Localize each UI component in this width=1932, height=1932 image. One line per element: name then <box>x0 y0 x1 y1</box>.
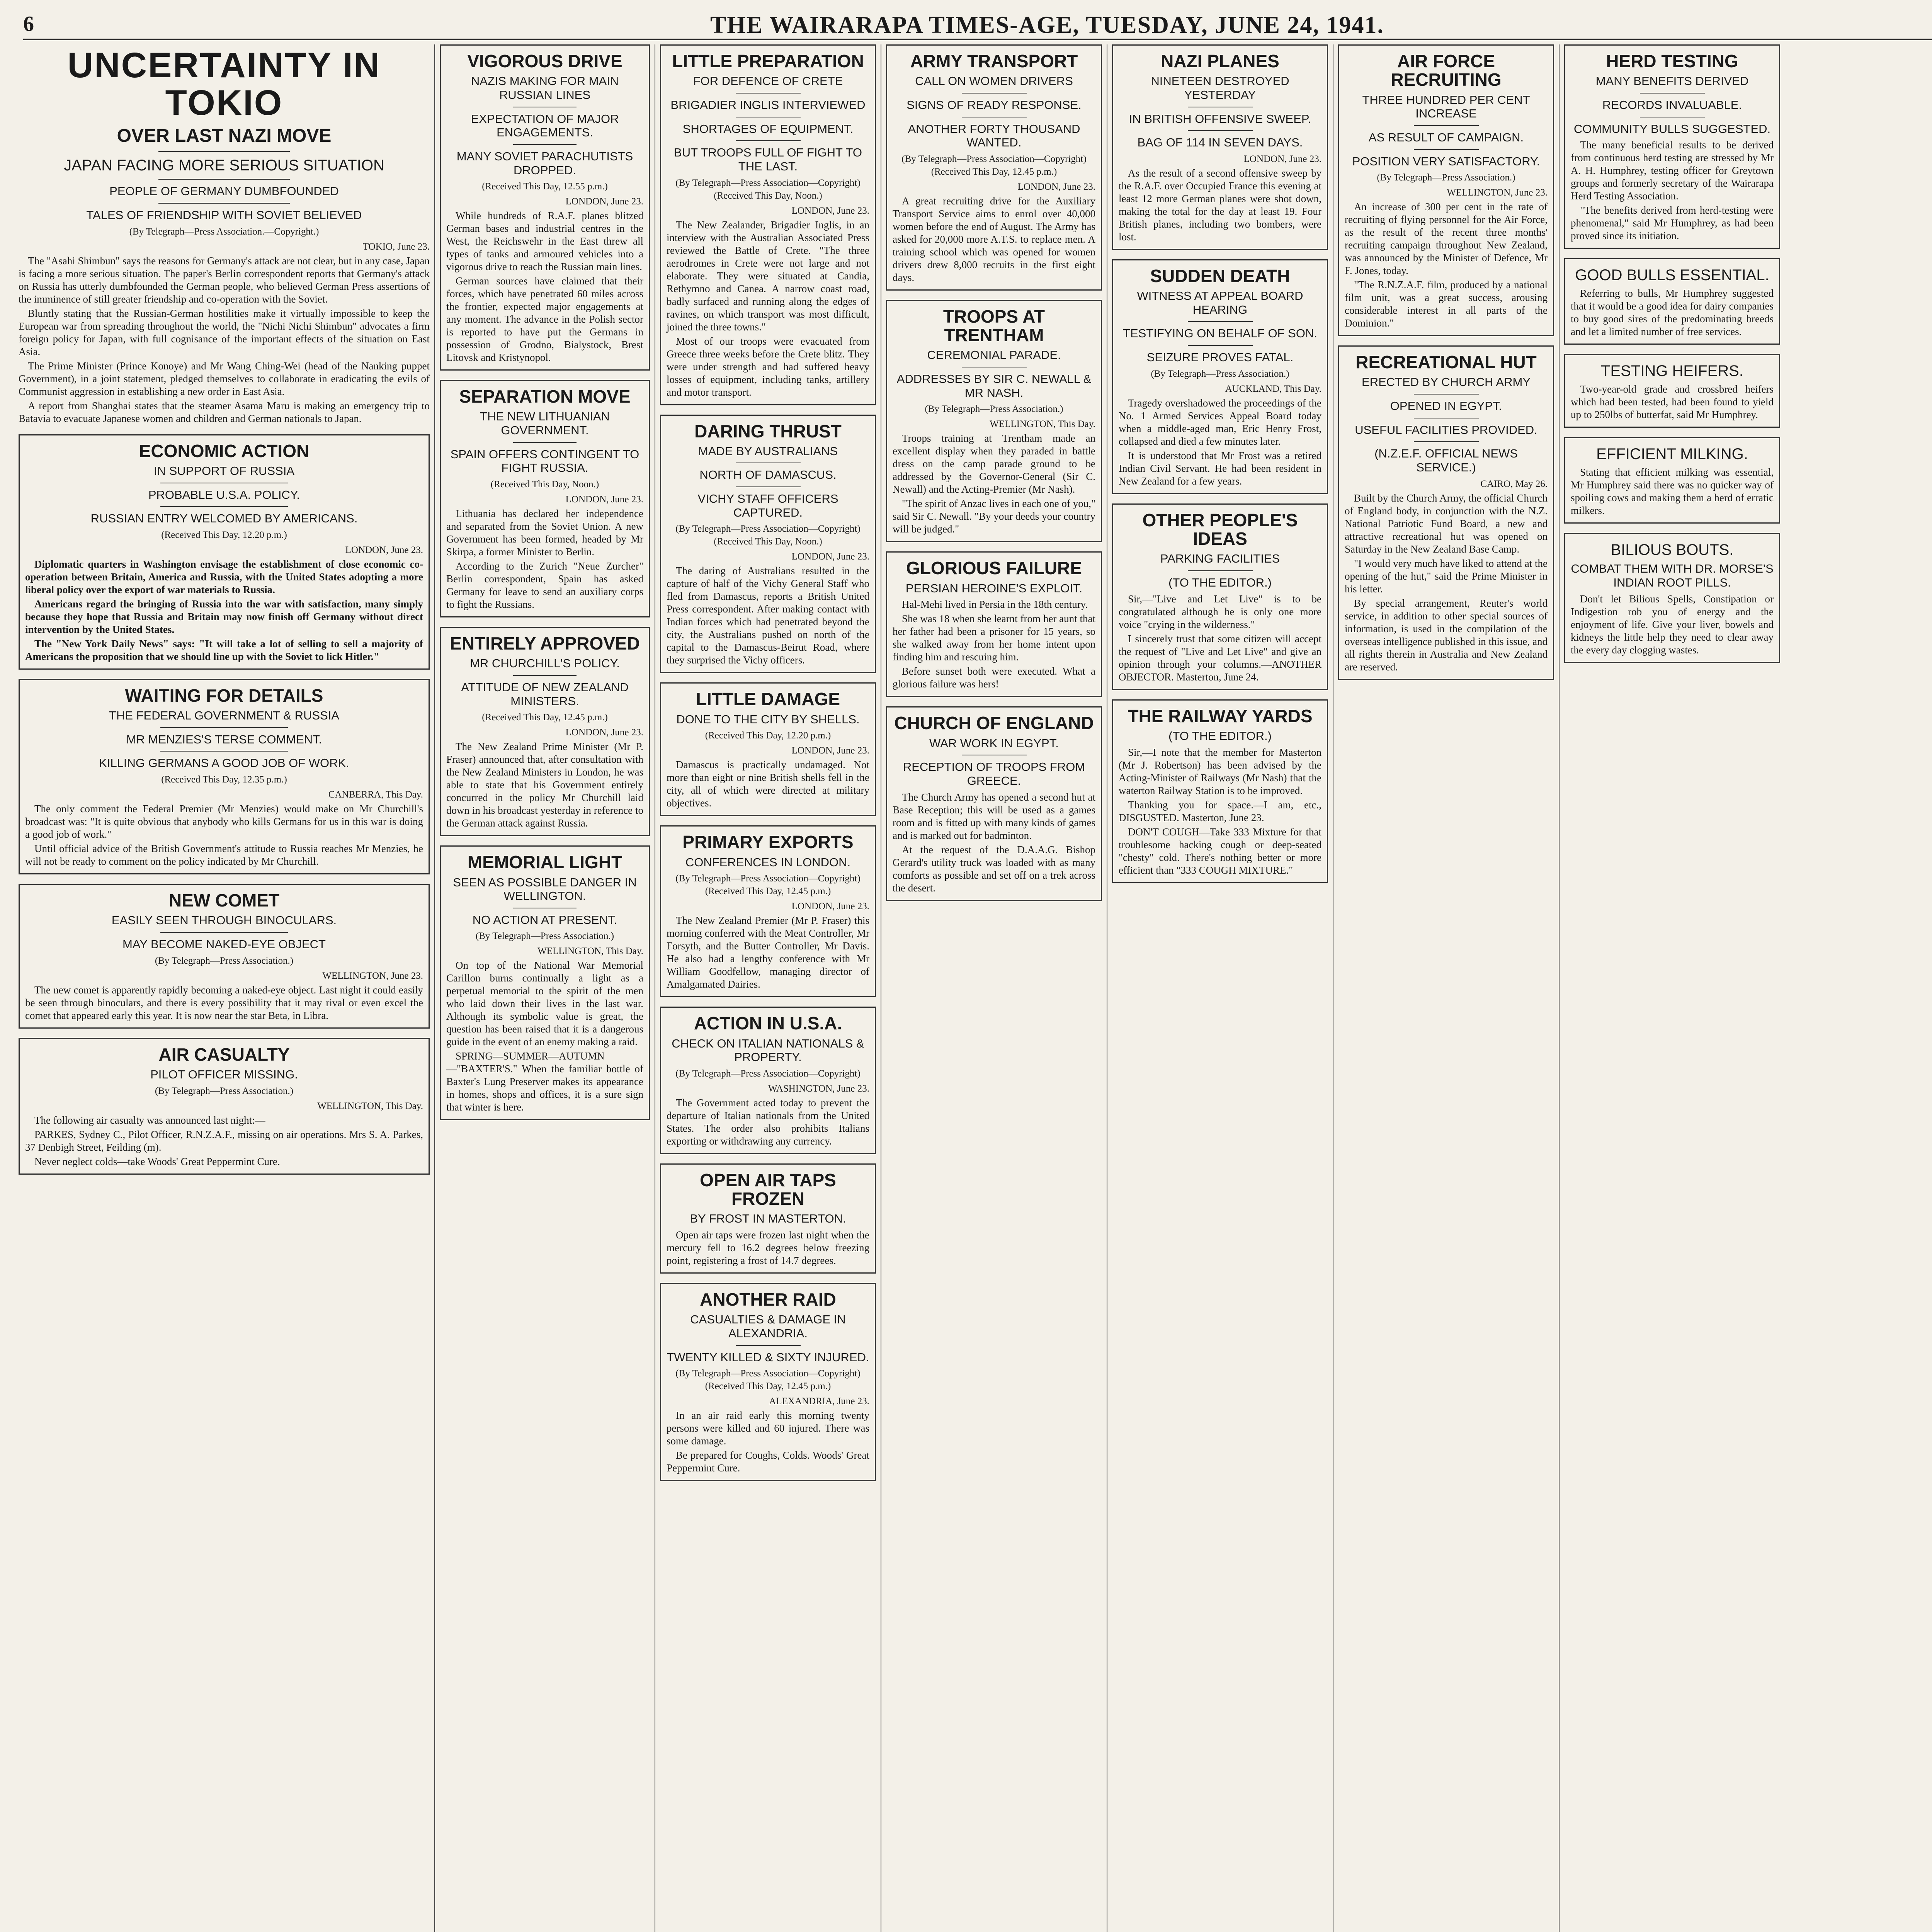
article-subheading: SEIZURE PROVES FATAL. <box>1146 350 1294 364</box>
article <box>1564 533 1780 663</box>
separator-rule <box>1414 441 1479 442</box>
article <box>1112 503 1328 690</box>
article-subheading: OPENED IN EGYPT. <box>1390 399 1502 413</box>
article-subheading: (N.Z.E.F. OFFICIAL NEWS SERVICE.) <box>1374 447 1518 474</box>
dateline: WELLINGTON, June 23. <box>1447 187 1548 198</box>
newspaper-title: THE WAIRARAPA TIMES-AGE, TUESDAY, JUNE 24, 1941. <box>710 12 1384 38</box>
article-paragraph: Tragedy overshadowed the proceedings of the No. 1 Armed Services Appeal Board today when a middle-aged man, Eric Henry Frost, collapsed and died a few minutes later. <box>1119 397 1321 447</box>
article-subheading: CASUALTIES & DAMAGE IN ALEXANDRIA. <box>690 1313 846 1340</box>
article-subheading: IN BRITISH OFFENSIVE SWEEP. <box>1129 112 1311 126</box>
article-subheading: IN SUPPORT OF RUSSIA <box>153 464 295 478</box>
article-subheading: EASILY SEEN THROUGH BINOCULARS. <box>111 913 337 927</box>
dateline: CAIRO, May 26. <box>1480 478 1548 489</box>
separator-rule <box>736 1345 801 1346</box>
article-headline: GLORIOUS FAILURE <box>906 558 1082 578</box>
article-subheading: NO ACTION AT PRESENT. <box>472 913 617 927</box>
dateline: ALEXANDRIA, June 23. <box>769 1396 869 1407</box>
separator-rule <box>1414 394 1479 395</box>
dateline: LONDON, June 23. <box>791 745 869 756</box>
article-headline: THE RAILWAY YARDS <box>1128 706 1313 726</box>
article-subheading: ANOTHER FORTY THOUSAND WANTED. <box>908 122 1080 150</box>
separator-rule <box>1640 93 1705 94</box>
article-subheading: VICHY STAFF OFFICERS CAPTURED. <box>697 492 838 519</box>
separator-rule <box>513 442 576 443</box>
column-rule <box>434 44 435 1932</box>
article-subheading: SIGNS OF READY RESPONSE. <box>906 98 1082 112</box>
article-subheading: MR MENZIES'S TERSE COMMENT. <box>126 732 322 746</box>
press-credit: (By Telegraph—Press Association—Copyright) <box>675 1068 861 1079</box>
article-subheading: CALL ON WOMEN DRIVERS <box>915 74 1073 88</box>
article-paragraph: By special arrangement, Reuter's world service, in addition to other special sources of information, is used in the compilation of the overseas intelligence published in this issue, and all rights therein in Australia and New Zealand are reserved. <box>1345 597 1548 673</box>
article-headline: LITTLE DAMAGE <box>696 689 840 709</box>
article-subheading: CONFERENCES IN LONDON. <box>685 855 851 869</box>
article-paragraph: Diplomatic quarters in Washington envisage the establishment of close economic co-operation between Britain, America and Russia, with the United States adopting a more liberal policy over the export of war materials to Russia. <box>25 558 423 595</box>
article-paragraph: Before sunset both were executed. What a glorious failure was hers! <box>893 665 1095 690</box>
dateline: WELLINGTON, June 23. <box>322 970 423 981</box>
press-credit: (By Telegraph—Press Association—Copyright) (Received This Day, Noon.) <box>675 524 861 547</box>
press-credit: (By Telegraph—Press Association.—Copyright.) <box>129 226 319 237</box>
article-subheading: WAR WORK IN EGYPT. <box>929 736 1059 750</box>
dateline: WELLINGTON, This Day. <box>990 419 1095 430</box>
separator-rule <box>1188 570 1253 571</box>
article <box>660 682 876 816</box>
article-paragraph: In an air raid early this morning twenty persons were killed and 60 injured. There was some damage. <box>667 1410 869 1447</box>
press-credit: (Received This Day, 12.20 p.m.) <box>705 730 831 741</box>
article-subheading: PEOPLE OF GERMANY DUMBFOUNDED <box>109 184 339 198</box>
article <box>1112 44 1328 250</box>
article <box>1338 44 1554 336</box>
article <box>440 845 650 1120</box>
article-subheading: CEREMONIAL PARADE. <box>927 348 1061 362</box>
press-credit: (By Telegraph—Press Association.) <box>155 955 294 966</box>
article-headline: RECREATIONAL HUT <box>1355 352 1537 372</box>
article-subheading: MAY BECOME NAKED-EYE OBJECT <box>122 937 326 951</box>
article-paragraph: Built by the Church Army, the official Church of England body, in conjunction with the N.Z. National Patriotic Fund Board, a new and attractive recreational hut was opened on Saturday in the New Zealand Base Camp. <box>1345 492 1548 555</box>
article-headline: OTHER PEOPLE'S IDEAS <box>1142 510 1298 549</box>
article-subheading: SHORTAGES OF EQUIPMENT. <box>682 122 854 136</box>
article-paragraph: Never neglect colds—take Woods' Great Peppermint Cure. <box>34 1155 280 1167</box>
article <box>660 44 876 405</box>
article-headline: ECONOMIC ACTION <box>139 440 310 461</box>
dateline: LONDON, June 23. <box>1243 153 1321 164</box>
article-subheading: JAPAN FACING MORE SERIOUS SITUATION <box>64 157 384 174</box>
column-1 <box>15 44 433 1932</box>
dateline: TOKIO, June 23. <box>362 241 430 252</box>
article-paragraph: Thanking you for space.—I am, etc., DISGUSTED. Masterton, June 23. <box>1119 799 1321 823</box>
article-paragraph: SPRING—SUMMER—AUTUMN—"BAXTER'S." When the familiar bottle of Baxter's Lung Preserver makes its appearance in homes, shops and offices, it is a sure sign that winter is here. <box>446 1050 643 1113</box>
press-credit: (By Telegraph—Press Association.) <box>475 931 614 942</box>
separator-rule <box>1188 130 1253 131</box>
press-credit: (By Telegraph—Press Association.) <box>155 1085 294 1096</box>
article-paragraph: The following air casualty was announced last night:— <box>34 1114 265 1126</box>
column-7 <box>1561 44 1783 1932</box>
article-subheading: THE NEW LITHUANIAN GOVERNMENT. <box>480 410 610 437</box>
article-headline: ENTIRELY APPROVED <box>450 633 640 653</box>
article-paragraph: The "Asahi Shimbun" says the reasons for Germany's attack are not clear, but in any case, Japan is facing a more serious situation. The paper's Berlin correspondent reports that Germany's attack on Russia has utterly dumbfounded the German people, who believed German Press assertions of the imminence of still greater friendship and co-operation with the Soviet. <box>19 255 430 305</box>
article-subheading: TALES OF FRIENDSHIP WITH SOVIET BELIEVED <box>86 208 362 222</box>
article-paragraph: Sir,—"Live and Let Live" is to be congratulated although he is only one more voice "crying in the wilderness." <box>1119 593 1321 630</box>
article-paragraph: As the result of a second offensive sweep by the R.A.F. over Occupied France this evening at least 12 more German planes were shot down, making the total for the day at least 19. Four British planes, including two bombers, were lost. <box>1119 167 1321 243</box>
article-headline: AIR CASUALTY <box>158 1044 290 1065</box>
article-paragraph: Open air taps were frozen last night when the mercury fell to 16.2 degrees below freezing point, registering a frost of 14.7 degrees. <box>667 1229 869 1267</box>
article-subheading: THREE HUNDRED PER CENT INCREASE <box>1362 93 1530 121</box>
dateline: LONDON, June 23. <box>565 196 643 207</box>
masthead <box>23 12 1932 40</box>
article-headline: WAITING FOR DETAILS <box>125 685 323 706</box>
article-subheading: POSITION VERY SATISFACTORY. <box>1352 154 1540 168</box>
article-headline: NAZI PLANES <box>1161 51 1279 71</box>
article-subheading: RUSSIAN ENTRY WELCOMED BY AMERICANS. <box>90 512 358 526</box>
article-subheading: FOR DEFENCE OF CRETE <box>693 74 843 88</box>
column-rule <box>1559 44 1560 1932</box>
article-subheading: RECORDS INVALUABLE. <box>1602 98 1742 112</box>
article <box>440 380 650 617</box>
article-paragraph: I sincerely trust that some citizen will accept the request of "Live and Let Live" and give an opinion through your columns.—ANOTHER OBJECTOR. Masterton, June 24. <box>1119 633 1321 683</box>
article-paragraph: Be prepared for Coughs, Colds. Woods' Great Peppermint Cure. <box>667 1449 869 1474</box>
article <box>660 825 876 997</box>
separator-rule <box>160 932 288 933</box>
press-credit: (Received This Day, Noon.) <box>490 479 599 490</box>
article-subheading: (TO THE EDITOR.) <box>1168 729 1272 743</box>
dateline: LONDON, June 23. <box>791 205 869 216</box>
article-paragraph: Referring to bulls, Mr Humphrey suggested that it would be a good idea for dairy companies to buy good sires of the predominating breeds and let a limited number of free services. <box>1571 287 1774 338</box>
separator-rule <box>513 675 576 676</box>
dateline: CANBERRA, This Day. <box>328 789 423 800</box>
article-subheading: USEFUL FACILITIES PROVIDED. <box>1355 423 1537 437</box>
article-subheading: SEEN AS POSSIBLE DANGER IN WELLINGTON. <box>453 875 637 903</box>
column-3 <box>657 44 879 1932</box>
article-paragraph: Damascus is practically undamaged. Not more than eight or nine British shells fell in the city, all of which were directed at military objectives. <box>667 759 869 809</box>
article-subheading: MANY SOVIET PARACHUTISTS DROPPED. <box>456 149 633 177</box>
article-headline: AIR FORCE RECRUITING <box>1391 51 1502 90</box>
press-credit: (By Telegraph—Press Association.) <box>1151 368 1289 379</box>
article <box>886 44 1102 291</box>
article-subheading: PERSIAN HEROINE'S EXPLOIT. <box>905 581 1083 595</box>
article-paragraph: The Prime Minister (Prince Konoye) and Mr Wang Ching-Wei (head of the Nanking puppet Government), in a joint statement, pledged themselves to collaborate in eradicating the evils of Communist aggression in establishing a new order in East Asia. <box>19 360 430 397</box>
article-paragraph: She was 18 when she learnt from her aunt that her father had been a prisoner for 15 years, so she walked away from her home intent upon finding him and rescuing him. <box>893 613 1095 663</box>
separator-rule <box>160 727 288 728</box>
article <box>1564 258 1780 345</box>
article-paragraph: A great recruiting drive for the Auxiliary Transport Service aims to enrol over 40,000 women before the end of August. The Army has asked for 20,000 more A.T.S. to replace men. A training school which was opened for women drivers drew 8,000 recruits in the first eight days. <box>893 195 1095 283</box>
article-paragraph: The only comment the Federal Premier (Mr Menzies) would make on Mr Churchill's broadcast was: "It is quite obvious that anybody who kills Germans for us in this war is doing a good job of work." <box>25 803 423 840</box>
article-headline: EFFICIENT MILKING. <box>1596 446 1748 463</box>
press-credit: (Received This Day, 12.35 p.m.) <box>161 774 287 785</box>
article <box>1564 44 1780 249</box>
article-paragraph: Troops training at Trentham made an excellent display when they paraded in battle dress on the camp parade ground to be addressed by the Governor-General (Sir C. Newall) and the Acting-Premier (Mr Nash). <box>893 432 1095 495</box>
separator-rule <box>1414 149 1479 150</box>
article-subheading: AS RESULT OF CAMPAIGN. <box>1368 130 1524 144</box>
press-credit: (By Telegraph—Press Association—Copyright) (Received This Day, 12.45 p.m.) <box>675 873 861 897</box>
article-headline: NEW COMET <box>168 890 280 911</box>
article-subheading: PILOT OFFICER MISSING. <box>150 1067 298 1081</box>
article-paragraph: The many beneficial results to be derived from continuous herd testing are stressed by Mr A. H. Humphrey, testing officer for Greytown groups and formerly secretary of the Wairarapa Herd Testing Association. <box>1571 139 1774 202</box>
press-credit: (Received This Day, 12.45 p.m.) <box>482 712 608 723</box>
column-6 <box>1335 44 1557 1932</box>
separator-rule <box>736 140 801 141</box>
article-subheading: SPAIN OFFERS CONTINGENT TO FIGHT RUSSIA. <box>450 447 639 475</box>
article-subheading: KILLING GERMANS A GOOD JOB OF WORK. <box>99 756 349 770</box>
article <box>660 1283 876 1481</box>
article-subheading: EXPECTATION OF MAJOR ENGAGEMENTS. <box>471 112 619 139</box>
article-paragraph: Until official advice of the British Government's attitude to Russia reaches Mr Menzies, he will not be ready to comment on the policy indicated by Mr Churchill. <box>25 843 423 867</box>
article-subheading: MADE BY AUSTRALIANS <box>698 444 838 458</box>
article-paragraph: "The R.N.Z.A.F. film, produced by a national film unit, was a great success, arousing considerable interest in all parts of the Dominion." <box>1345 279 1548 329</box>
article <box>886 551 1102 697</box>
article <box>19 1038 430 1175</box>
dateline: LONDON, June 23. <box>791 551 869 562</box>
article-subheading: THE FEDERAL GOVERNMENT & RUSSIA <box>109 709 339 723</box>
article-subheading: NINETEEN DESTROYED YESTERDAY <box>1151 74 1289 102</box>
article-paragraph: On top of the National War Memorial Carillon burns continually a light as a perpetual memorial to the spirit of the men who laid down their lives in the last war. Although its symbolic value is great, the question has been raised that it is a dangerous guide in the event of an enemy making a raid. <box>446 959 643 1048</box>
article-headline: DARING THRUST <box>694 421 842 441</box>
separator-rule <box>160 751 288 752</box>
press-credit: (By Telegraph—Press Association—Copyright) (Received This Day, Noon.) <box>675 177 861 201</box>
article <box>19 47 430 425</box>
article-headline: OPEN AIR TAPS FROZEN <box>700 1170 836 1209</box>
article-subheading: NORTH OF DAMASCUS. <box>699 468 837 482</box>
article <box>1564 437 1780 524</box>
article <box>19 884 430 1029</box>
dateline: WASHINGTON, June 23. <box>768 1083 869 1094</box>
article-headline: TROOPS AT TRENTHAM <box>943 306 1045 345</box>
article-subheading: MR CHURCHILL'S POLICY. <box>470 656 620 670</box>
article-paragraph: The New Zealand Premier (Mr P. Fraser) this morning conferred with the Meat Controller, Mr Forsyth, and the Butter Controller, Mr Davis. He also had a lengthy conference with Mr William Goodfellow, managing director of Amalgamated Dairies. <box>667 915 869 990</box>
separator-rule <box>1188 345 1253 346</box>
press-credit: (Received This Day, 12.55 p.m.) <box>482 181 608 192</box>
article-paragraph: The New Zealand Prime Minister (Mr P. Fraser) announced that, after consultation with the New Zealand Ministers in London, he was able to state that his Government entirely concurred in the policy Mr Churchill laid down in his broadcast yesterday in reference to the German attack against Russia. <box>446 741 643 829</box>
dateline: AUCKLAND, This Day. <box>1225 383 1321 394</box>
article-headline: SEPARATION MOVE <box>459 386 631 407</box>
article-subheading: RECEPTION OF TROOPS FROM GREECE. <box>903 760 1085 787</box>
article-paragraph: The Government acted today to prevent the departure of Italian nationals from the United States. The order also prohibits Italians exporting or withdrawing any currency. <box>667 1097 869 1147</box>
page-number: 6 <box>23 12 34 36</box>
article-paragraph: Bluntly stating that the Russian-German hostilities make it virtually impossible to keep the European war from spreading throughout the world, the "Nichi Nichi Shimbun" advocates a firm foreign policy for Japan, with full cognisance of the important effects of the situation on East Asia. <box>19 307 430 357</box>
article-headline: UNCERTAINTY IN TOKIO <box>67 46 381 122</box>
article-paragraph: PARKES, Sydney C., Pilot Officer, R.N.Z.A.F., missing on air operations. Mrs S. A. Parkes, 37 Denbigh Street, Feilding (m). <box>25 1128 423 1153</box>
press-credit: (By Telegraph—Press Association.) <box>925 404 1063 415</box>
article-headline: TESTING HEIFERS. <box>1601 362 1743 380</box>
article-subheading: ADDRESSES BY SIR C. NEWALL & MR NASH. <box>896 372 1092 400</box>
dateline: LONDON, June 23. <box>1017 181 1095 192</box>
dateline: WELLINGTON, This Day. <box>537 946 643 957</box>
article-headline: MEMORIAL LIGHT <box>467 852 622 872</box>
article-paragraph: At the request of the D.A.A.G. Bishop Gerard's utility truck was loaded with as many comforts as possible and set off on a trek across the desert. <box>893 844 1095 894</box>
article-paragraph: Most of our troops were evacuated from Greece three weeks before the Crete blitz. They were under strength and had suffered heavy losses of equipment, including tanks, artillery and motor transport. <box>667 335 869 398</box>
press-credit: (Received This Day, 12.20 p.m.) <box>161 529 287 540</box>
article-paragraph: An increase of 300 per cent in the rate of recruiting of flying personnel for the Air Force, as the result of the recent three months' recruiting campaign throughout New Zealand, was announced by the Minister of Defence, Mr F. Jones, today. <box>1345 201 1548 277</box>
article-paragraph: "The benefits derived from herd-testing were phenomenal," said Mr Humphrey, as had been proved since its initiation. <box>1571 204 1774 242</box>
separator-rule <box>158 179 290 180</box>
dateline: WELLINGTON, This Day. <box>317 1100 423 1111</box>
separator-rule <box>736 93 801 94</box>
article <box>660 415 876 673</box>
article-paragraph: DON'T COUGH—Take 333 Mixture for that troublesome hacking cough or deep-seated "chesty" cold. There's nothing better or more efficient than "333 COUGH MIXTURE." <box>1119 826 1321 876</box>
article-subheading: TESTIFYING ON BEHALF OF SON. <box>1123 327 1317 340</box>
article <box>1564 354 1780 428</box>
press-credit: (By Telegraph—Press Association.) <box>1377 172 1515 183</box>
article-paragraph: The Church Army has opened a second hut at Base Reception; this will be used as a games room and is fitted up with many kinds of games and is marked out for badminton. <box>893 791 1095 841</box>
article-paragraph: The new comet is apparently rapidly becoming a naked-eye object. Last night it could easily be seen through binoculars, and there is every possibility that it may rival or even excel the comet that appeared early this year. It is now near the star Beta, in Libra. <box>25 984 423 1021</box>
article <box>886 706 1102 901</box>
dateline: LONDON, June 23. <box>791 901 869 912</box>
article-headline: LITTLE PREPARATION <box>672 51 864 71</box>
article <box>440 627 650 836</box>
article-paragraph: Don't let Bilious Spells, Constipation or Indigestion rob you of energy and the enjoyment of life. Give your liver, bowels and kidneys the little help they need to clear away the every day clogging wastes. <box>1571 593 1774 656</box>
column-5 <box>1109 44 1331 1932</box>
article <box>19 434 430 670</box>
article-paragraph: "I would very much have liked to attend at the opening of the hut," said the Prime Minister in his letter. <box>1345 557 1548 595</box>
article-subheading: PROBABLE U.S.A. POLICY. <box>148 488 300 502</box>
article-subheading: BY FROST IN MASTERTON. <box>690 1212 846 1226</box>
article-paragraph: Sir,—I note that the member for Masterton (Mr J. Robertson) has been advised by the Acting-Minister of Railways (Mr Nash) that the waterton Railway Station is to be improved. <box>1119 746 1321 796</box>
dateline: LONDON, June 23. <box>565 494 643 505</box>
article-subheading: (TO THE EDITOR.) <box>1168 575 1272 589</box>
article-headline: BILIOUS BOUTS. <box>1611 541 1734 559</box>
article-subheading: BUT TROOPS FULL OF FIGHT TO THE LAST. <box>674 146 862 173</box>
article <box>440 44 650 371</box>
article-headline: PRIMARY EXPORTS <box>682 832 854 852</box>
column-2 <box>437 44 653 1932</box>
dateline: LONDON, June 23. <box>565 727 643 738</box>
dateline: LONDON, June 23. <box>345 544 423 555</box>
article <box>660 1163 876 1274</box>
article-subheading: BRIGADIER INGLIS INTERVIEWED <box>670 98 866 112</box>
article-subheading: ERECTED BY CHURCH ARMY <box>1362 375 1531 389</box>
article-headline: GOOD BULLS ESSENTIAL. <box>1575 267 1769 284</box>
article-headline: CHURCH OF ENGLAND <box>894 713 1094 733</box>
press-credit: (By Telegraph—Press Association—Copyright) (Received This Day, 12.45 p.m.) <box>901 153 1087 177</box>
article-subheading: COMBAT THEM WITH DR. MORSE'S INDIAN ROOT PILLS. <box>1571 562 1774 589</box>
article-headline: ANOTHER RAID <box>700 1289 836 1310</box>
article-paragraph: According to the Zurich "Neue Zurcher" Berlin correspondent, Spain has asked Germany for leave to send an auxiliary corps to fight the Russians. <box>446 560 643 610</box>
separator-rule <box>160 506 288 507</box>
article-paragraph: Two-year-old grade and crossbred heifers which had been tested, had been found to yield up to 250lbs of butterfat, said Mr Humphrey. <box>1571 383 1774 421</box>
separator-rule <box>513 144 576 145</box>
article <box>1112 259 1328 494</box>
article-paragraph: Lithuania has declared her independence and separated from the Soviet Union. A new Government has been formed, headed by Mr Skirpa, a former Minister to Berlin. <box>446 508 643 558</box>
article <box>1338 345 1554 680</box>
article <box>660 1007 876 1154</box>
article-paragraph: The "New York Daily News" says: "It will take a lot of selling to sell a majority of Americans the proposition that we should line up with the Soviet to lick Hitler." <box>25 638 423 662</box>
separator-rule <box>962 93 1027 94</box>
article-subheading: MANY BENEFITS DERIVED <box>1595 74 1749 88</box>
article-subheading: BAG OF 114 IN SEVEN DAYS. <box>1137 136 1303 150</box>
separator-rule <box>736 486 801 487</box>
article-subheading: DONE TO THE CITY BY SHELLS. <box>676 712 860 726</box>
article-headline: ACTION IN U.S.A. <box>694 1013 842 1034</box>
article-subheading: CHECK ON ITALIAN NATIONALS & PROPERTY. <box>672 1036 864 1064</box>
separator-rule <box>1414 125 1479 126</box>
article-subheading: WITNESS AT APPEAL BOARD HEARING <box>1137 289 1303 316</box>
article-subheading: NAZIS MAKING FOR MAIN RUSSIAN LINES <box>471 74 619 102</box>
article <box>19 679 430 874</box>
press-credit: (By Telegraph—Press Association—Copyright) (Received This Day, 12.45 p.m.) <box>675 1368 861 1392</box>
article-paragraph: German sources have claimed that their forces, which have penetrated 60 miles across the frontier, expected major engagements at any moment. The advance in the Polish sector is reported to have put the Germans in possession of Grodno, Bialystock, Brest Litovsk and Kristynopol. <box>446 275 643 364</box>
article-paragraph: The New Zealander, Brigadier Inglis, in an interview with the Australian Associated Press reviewed the Battle of Crete. "The three aerodromes in Crete were not large and not elaborate. They were situated at Candia, Rethymno and Canea. A narrow coast road, badly surfaced and running along the edges of ravines, on which transport was most difficult, joined the three towns." <box>667 219 869 333</box>
article-paragraph: While hundreds of R.A.F. planes blitzed German bases and industrial centres in the West, the Reichswehr in the East threw all types of tanks and armoured vehicles into a vigorous drive to reach the Russian main lines. <box>446 210 643 273</box>
article-headline: VIGOROUS DRIVE <box>467 51 622 71</box>
column-4 <box>883 44 1105 1932</box>
article-headline: ARMY TRANSPORT <box>910 51 1078 71</box>
article-subheading: OVER LAST NAZI MOVE <box>117 126 332 146</box>
article-subheading: PARKING FACILITIES <box>1160 552 1280 566</box>
article <box>1112 699 1328 883</box>
article-paragraph: It is understood that Mr Frost was a retired Indian Civil Servant. He had been resident in New Zealand for a few years. <box>1119 449 1321 487</box>
article-subheading: ATTITUDE OF NEW ZEALAND MINISTERS. <box>461 680 629 708</box>
article-subheading: TWENTY KILLED & SIXTY INJURED. <box>667 1350 869 1364</box>
article <box>886 300 1102 543</box>
article-paragraph: Stating that efficient milking was essential, Mr Humphrey said there was no quicker way of spoiling cows and making them a herd of erratic milkers. <box>1571 466 1774 517</box>
separator-rule <box>158 151 290 152</box>
article-paragraph: "The spirit of Anzac lives in each one of you," said Sir C. Newall. "By your deeds your country will be judged." <box>893 498 1095 535</box>
separator-rule <box>1188 321 1253 322</box>
article-paragraph: A report from Shanghai states that the steamer Asama Maru is making an emergency trip to Batavia to evacuate Japanese women and children and German nationals to Japan. <box>19 400 430 424</box>
article-paragraph: Hal-Mehi lived in Persia in the 18th century. <box>902 599 1088 611</box>
article-headline: HERD TESTING <box>1606 51 1738 71</box>
article-subheading: COMMUNITY BULLS SUGGESTED. <box>1573 122 1771 136</box>
separator-rule <box>158 203 290 204</box>
article-paragraph: Americans regard the bringing of Russia into the war with satisfaction, many simply because they hope that Russia and Britain may now finish off Germany without direct intervention by the United States. <box>25 598 423 635</box>
article-headline: SUDDEN DEATH <box>1150 265 1290 286</box>
article-paragraph: The daring of Australians resulted in the capture of half of the Vichy General Staff who fled from Damascus, reports a British United Press correspondent. After making contact with Indian forces which had penetrated beyond the city, the Australians pushed on north of the capital to the Damascus-Beirut Road, where they surprised the Vichy officers. <box>667 565 869 666</box>
